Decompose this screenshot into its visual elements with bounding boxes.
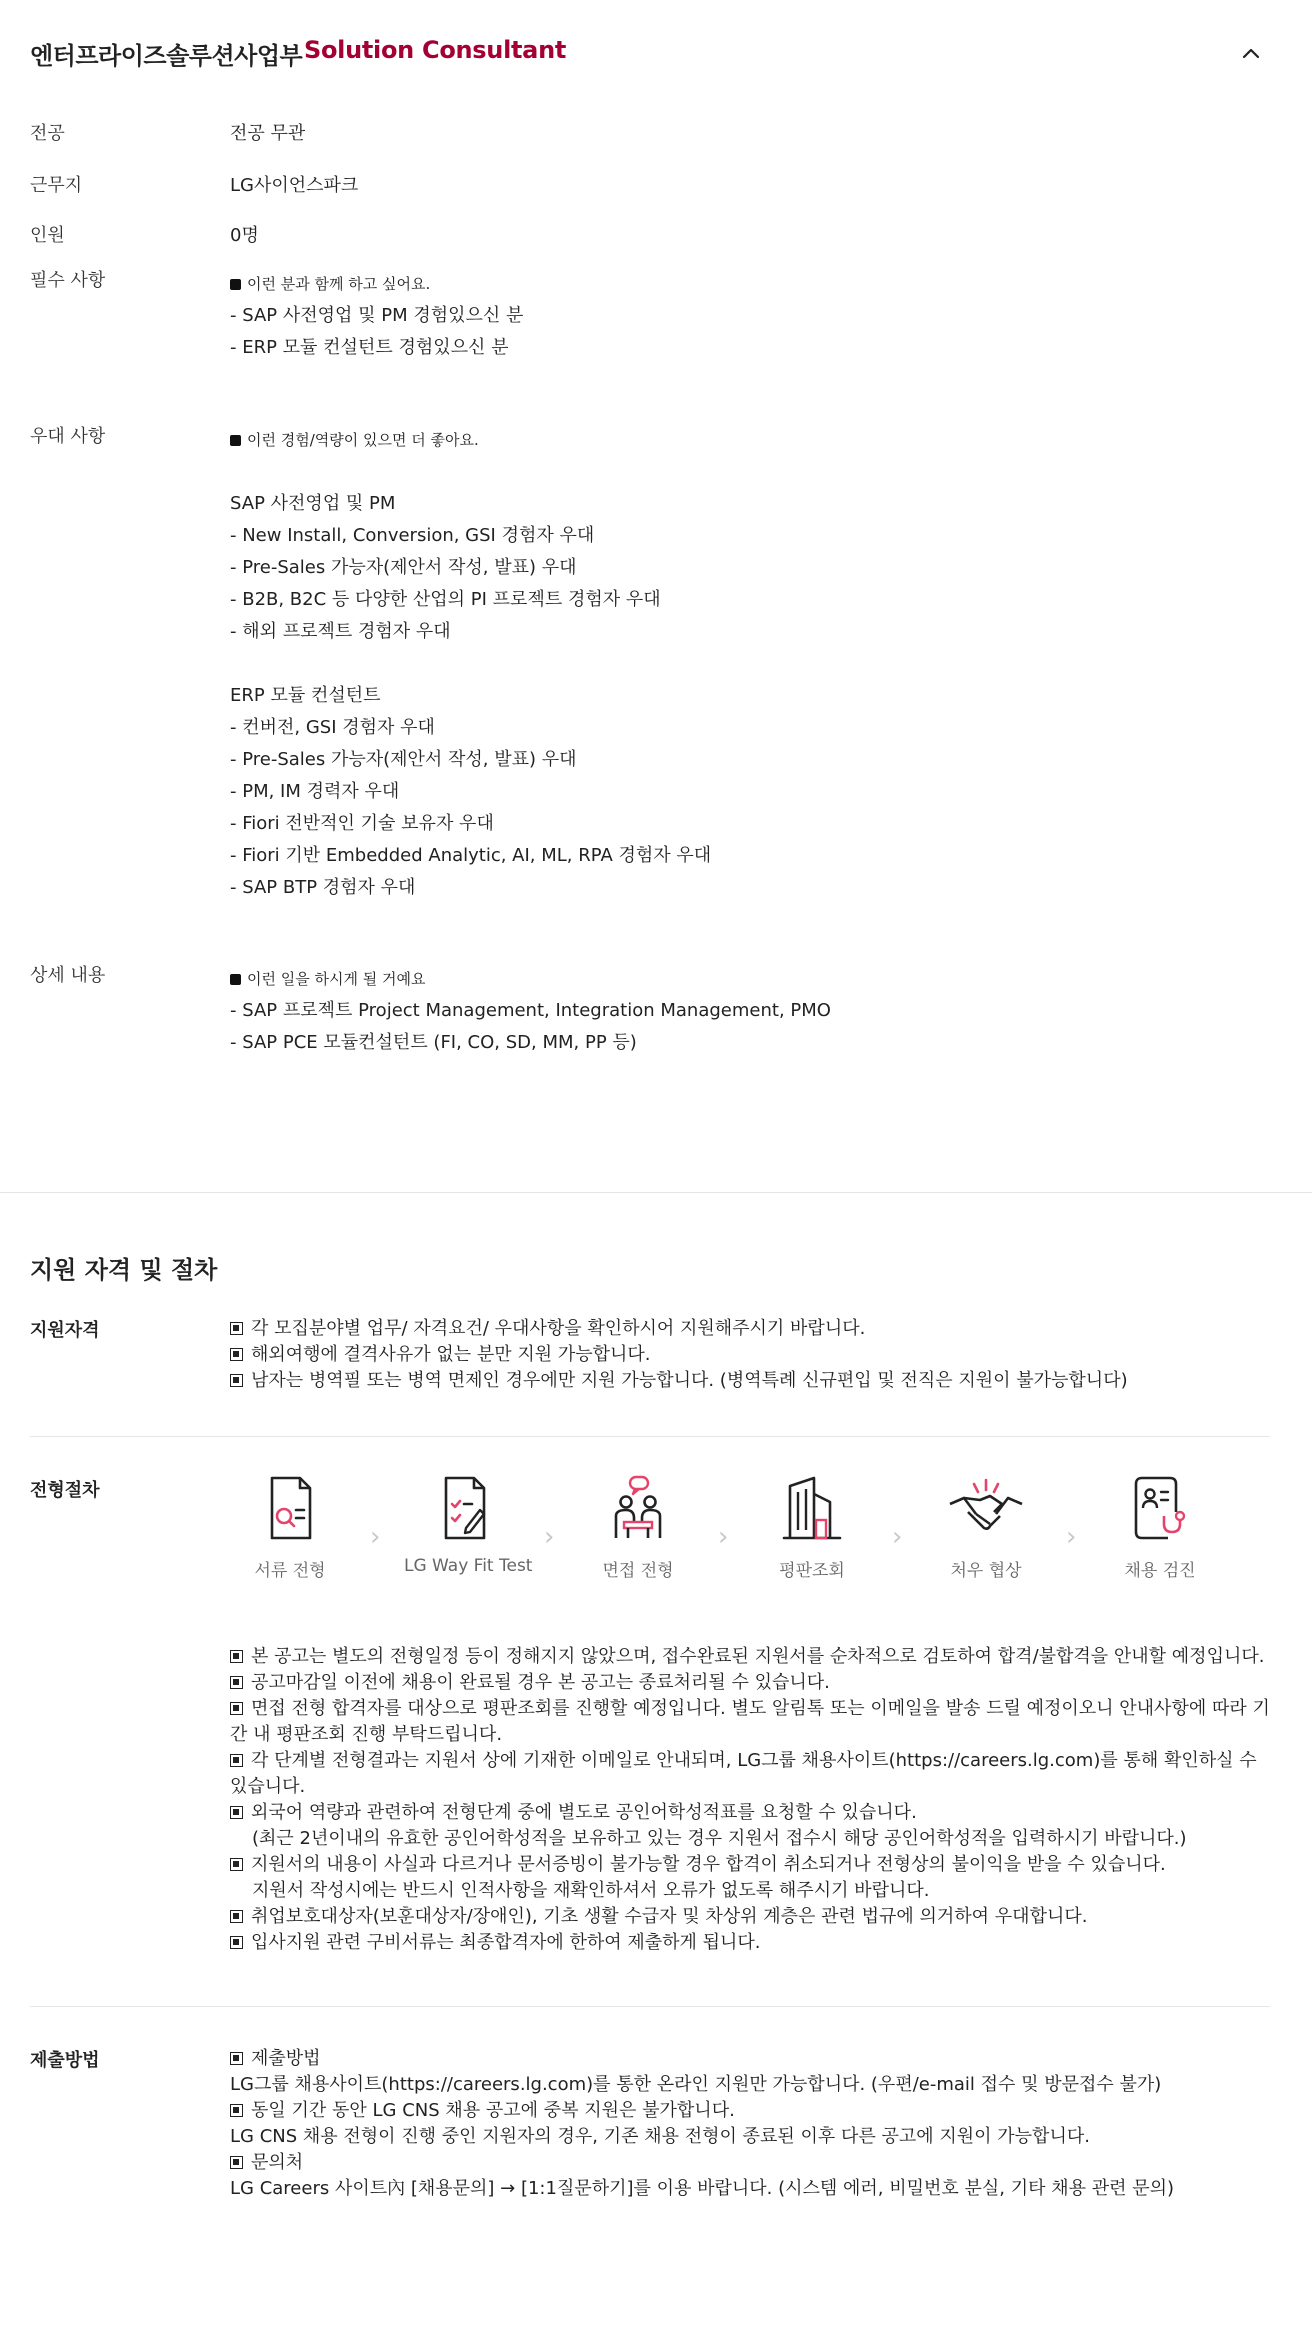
list-item: - B2B, B2C 등 다양한 산업의 PI 프로젝트 경험자 우대	[230, 589, 661, 610]
document-review-icon	[230, 1474, 350, 1542]
list-item: 면접 전형 합격자를 대상으로 평판조회를 진행할 예정입니다. 별도 알림톡 또는 이메일을 발송 드릴 예정이오니 안내사항에 따라 기간 내 평판조회 진행 부탁드립니다.	[230, 1698, 1270, 1745]
process-steps	[230, 1474, 1240, 1594]
square-bullet-icon	[230, 1702, 243, 1715]
square-bullet-icon	[230, 1910, 243, 1923]
list-item: 해외여행에 결격사유가 없는 분만 지원 가능합니다.	[230, 1342, 1270, 1368]
list-item: - Pre-Sales 가능자(제안서 작성, 발표) 우대	[230, 557, 577, 578]
list-item: - SAP 사전영업 및 PM 경험있으신 분	[230, 305, 524, 326]
list-item: LG CNS 채용 전형이 진행 중인 지원자의 경우, 기존 채용 전형이 종료된 이후 다른 공고에 지원이 가능합니다.	[230, 2126, 1090, 2147]
required-list	[230, 268, 523, 364]
location-value: LG사이언스파크	[230, 175, 359, 196]
test-checklist-icon	[404, 1474, 524, 1542]
position-title: Solution Consultant	[304, 36, 567, 64]
list-item: 지원서의 내용이 사실과 다르거나 문서증빙이 불가능할 경우 합격이 취소되거나 전형상의 불이익을 받을 수 있습니다.	[230, 1852, 1270, 1878]
step-label: LG Way Fit Test	[404, 1556, 533, 1576]
list-item: 외국어 역량과 관련하여 전형단계 중에 별도로 공인어학성적표를 요청할 수 있습니다.	[230, 1800, 1270, 1826]
list-item: 지원서 작성시에는 반드시 인적사항을 재확인하셔서 오류가 없도록 해주시기 바랍니다.	[252, 1880, 930, 1901]
list-item: LG그룹 채용사이트(https://careers.lg.com)를 통한 온라인 지원만 가능합니다. (우편/e-mail 접수 및 방문접수 불가)	[230, 2074, 1162, 2095]
list-item: (최근 2년이내의 유효한 공인어학성적을 보유하고 있는 경우 지원서 접수시 해당 공인어학성적을 입력하시기 바랍니다.)	[252, 1828, 1187, 1849]
list-item: 각 모집분야별 업무/ 자격요건/ 우대사항을 확인하시어 지원해주시기 바랍니다.	[230, 1316, 1270, 1342]
square-bullet-icon	[230, 1322, 243, 1335]
list-item: - SAP 프로젝트 Project Management, Integration Management, PMO	[230, 1000, 831, 1021]
square-bullet-icon	[230, 2156, 243, 2169]
department-name: 엔터프라이즈솔루션사업부	[30, 42, 303, 70]
list-item: - 해외 프로젝트 경험자 우대	[230, 621, 451, 642]
detail-head: 이런 일을 하시게 될 거예요	[230, 963, 831, 995]
square-bullet-icon	[230, 1936, 243, 1949]
list-item: 동일 기간 동안 LG CNS 채용 공고에 중복 지원은 불가합니다.	[230, 2098, 1270, 2124]
square-bullet-icon	[230, 1348, 243, 1361]
major-label: 전공	[30, 123, 65, 144]
medical-check-icon	[1100, 1474, 1220, 1542]
eligibility-label: 지원자격	[30, 1320, 100, 1341]
step-label: 채용 검진	[1124, 1561, 1196, 1581]
list-item: 입사지원 관련 구비서류는 최종합격자에 한하여 제출하게 됩니다.	[230, 1930, 1270, 1956]
list-item: 취업보호대상자(보훈대상자/장애인), 기초 생활 수급자 및 차상위 계층은 관련 법규에 의거하여 우대합니다.	[230, 1904, 1270, 1930]
headcount-value: 0명	[230, 225, 259, 246]
position-header[interactable]	[30, 36, 1270, 72]
list-item: - 컨버전, GSI 경험자 우대	[230, 717, 435, 738]
step-interview	[578, 1474, 698, 1581]
step-negotiation	[926, 1474, 1046, 1581]
required-label: 필수 사항	[30, 270, 106, 291]
required-head: 이런 분과 함께 하고 싶어요.	[230, 268, 523, 300]
list-item: - Pre-Sales 가능자(제안서 작성, 발표) 우대	[230, 749, 577, 770]
step-label: 서류 전형	[254, 1561, 326, 1581]
headcount-label: 인원	[30, 225, 65, 246]
list-item: - ERP 모듈 컨설턴트 경험있으신 분	[230, 337, 509, 358]
square-bullet-icon	[230, 1806, 243, 1819]
step-document	[230, 1474, 350, 1581]
divider	[30, 1436, 1270, 1437]
sap-title: SAP 사전영업 및 PM	[230, 493, 396, 514]
list-item: 문의처	[230, 2150, 1270, 2176]
location-label: 근무지	[30, 175, 83, 196]
list-item: 제출방법	[230, 2046, 1270, 2072]
section-divider	[0, 1192, 1312, 1193]
eligibility-list	[230, 1316, 1270, 1394]
preferred-label: 우대 사항	[30, 426, 106, 447]
square-bullet-icon	[230, 2104, 243, 2117]
step-label: 면접 전형	[602, 1561, 674, 1581]
building-icon	[752, 1474, 872, 1542]
preferred-list	[230, 424, 711, 904]
handshake-icon	[926, 1474, 1046, 1542]
chevron-right-icon: ›	[892, 1522, 903, 1552]
erp-title: ERP 모듈 컨설턴트	[230, 685, 381, 706]
step-test	[404, 1474, 533, 1576]
chevron-right-icon: ›	[370, 1522, 381, 1552]
submission-label: 제출방법	[30, 2050, 100, 2071]
divider	[30, 2006, 1270, 2007]
list-item: 공고마감일 이전에 채용이 완료될 경우 본 공고는 종료처리될 수 있습니다.	[230, 1670, 1270, 1696]
square-bullet-icon	[230, 1676, 243, 1689]
procedure-title: 지원 자격 및 절차	[30, 1256, 218, 1284]
major-value: 전공 무관	[230, 123, 306, 144]
chevron-right-icon: ›	[544, 1522, 555, 1552]
square-bullet-icon	[230, 2052, 243, 2065]
process-notes	[230, 1644, 1270, 1956]
chevron-right-icon: ›	[718, 1522, 729, 1552]
list-item: LG Careers 사이트內 [채용문의] → [1:1질문하기]를 이용 바랍니다. (시스템 에러, 비밀번호 분실, 기타 채용 관련 문의)	[230, 2178, 1175, 2199]
step-label: 처우 협상	[950, 1561, 1022, 1581]
detail-list	[230, 963, 831, 1059]
list-item: - PM, IM 경력자 우대	[230, 781, 400, 802]
list-item: 각 단계별 전형결과는 지원서 상에 기재한 이메일로 안내되며, LG그룹 채용사이트(https://careers.lg.com)를 통해 확인하실 수 있습니다.	[230, 1750, 1257, 1797]
chevron-right-icon: ›	[1066, 1522, 1077, 1552]
step-label: 평판조회	[779, 1561, 845, 1581]
list-item: - Fiori 전반적인 기술 보유자 우대	[230, 813, 494, 834]
square-bullet-icon	[230, 1650, 243, 1663]
list-item: - New Install, Conversion, GSI 경험자 우대	[230, 525, 595, 546]
preferred-head: 이런 경험/역량이 있으면 더 좋아요.	[230, 424, 711, 456]
chevron-up-icon[interactable]	[1239, 42, 1263, 66]
detail-label: 상세 내용	[30, 965, 106, 986]
list-item: - SAP PCE 모듈컨설턴트 (FI, CO, SD, MM, PP 등)	[230, 1032, 637, 1053]
submission-list	[230, 2046, 1270, 2202]
list-item: 본 공고는 별도의 전형일정 등이 정해지지 않았으며, 접수완료된 지원서를 순차적으로 검토하여 합격/불합격을 안내할 예정입니다.	[230, 1644, 1270, 1670]
list-item: 남자는 병역필 또는 병역 면제인 경우에만 지원 가능합니다. (병역특례 신규편입 및 전직은 지원이 불가능합니다)	[230, 1368, 1270, 1394]
square-bullet-icon	[230, 1858, 243, 1871]
list-item: - Fiori 기반 Embedded Analytic, AI, ML, RPA 경험자 우대	[230, 845, 712, 866]
process-label: 전형절차	[30, 1480, 100, 1501]
square-bullet-icon	[230, 1754, 243, 1767]
list-item: - SAP BTP 경험자 우대	[230, 877, 416, 898]
step-medical	[1100, 1474, 1220, 1581]
step-reference	[752, 1474, 872, 1581]
interview-icon	[578, 1474, 698, 1542]
square-bullet-icon	[230, 1374, 243, 1387]
